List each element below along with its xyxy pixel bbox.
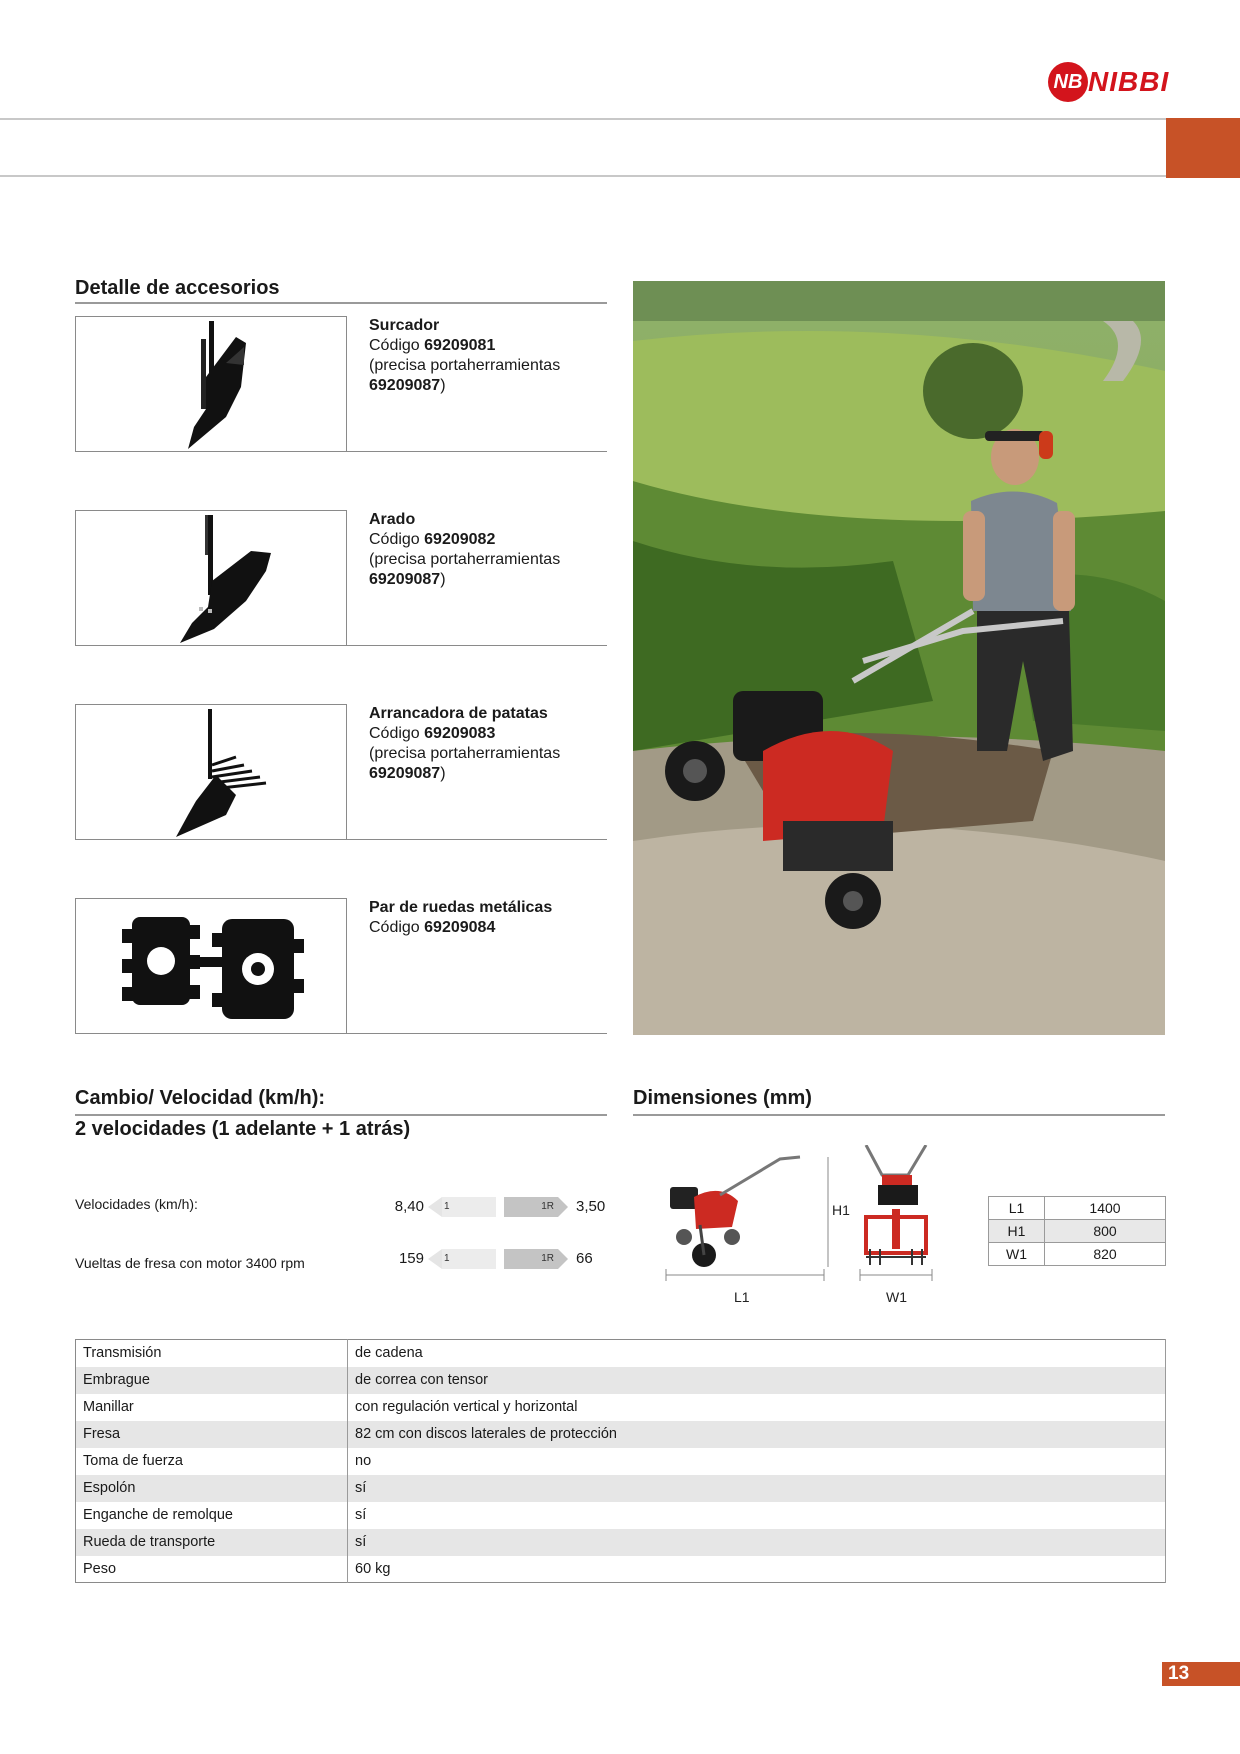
side-view-tiller-icon [670,1157,800,1267]
dimension-value: 1400 [1045,1197,1166,1220]
accessory-divider [347,839,607,840]
dimension-value: 820 [1045,1243,1166,1266]
accessory-item-ruedas [75,898,607,1034]
spec-key: Manillar [76,1394,348,1421]
header-divider-bottom [0,175,1166,177]
accessory-image-frame [75,316,347,452]
product-photo [633,281,1165,1035]
accessory-divider [347,1033,607,1034]
table-row [76,1475,1166,1502]
spec-value: sí [348,1529,1166,1556]
accessory-note-text: (precisa portaherramientas [369,357,561,374]
spec-key: Peso [76,1556,348,1583]
gearbox-title: Cambio/ Velocidad (km/h): [75,1087,326,1109]
accessories-title: Detalle de accesorios [75,277,280,299]
dimension-value: 800 [1045,1220,1166,1243]
reverse-gear-label: 1R [504,1197,558,1217]
gearbox-title-rule [75,1114,607,1116]
rotor-row-label: Vueltas de fresa con motor 3400 rpm [75,1255,305,1271]
reverse-arrow-icon [558,1197,568,1217]
page-number: 13 [1162,1662,1240,1686]
accessory-name: Par de ruedas metálicas [369,899,553,916]
forward-arrow-icon [428,1197,442,1217]
spec-key: Rueda de transporte [76,1529,348,1556]
code-label: Código [369,725,420,742]
accessory-image-frame [75,898,347,1034]
potato-digger-icon [76,705,346,839]
spec-value: sí [348,1475,1166,1502]
table-row [989,1243,1166,1266]
brand-logo [1048,60,1170,104]
specifications-table [75,1339,1166,1583]
forward-gear-label: 1 [442,1197,496,1217]
table-row [989,1220,1166,1243]
spec-value: de cadena [348,1340,1166,1367]
metal-wheels-icon [76,899,346,1033]
dimension-key: L1 [989,1197,1045,1220]
code-label: Código [369,531,420,548]
accessory-divider [347,645,607,646]
spec-value: 82 cm con discos laterales de protección [348,1421,1166,1448]
accessory-note-text: (precisa portaherramientas [369,551,561,568]
accessories-title-rule [75,302,607,304]
forward-arrow-icon [428,1249,442,1269]
accessory-code: 69209084 [424,919,496,936]
h1-label: H1 [832,1202,850,1218]
w1-label: W1 [886,1289,907,1305]
table-row [76,1394,1166,1421]
dimension-key: W1 [989,1243,1045,1266]
spec-value: con regulación vertical y horizontal [348,1394,1166,1421]
spec-value: de correa con tensor [348,1367,1166,1394]
header-divider-top [0,118,1240,120]
spec-key: Toma de fuerza [76,1448,348,1475]
accessory-note-code: 69209087 [369,571,441,588]
tiller-in-field-photo [633,281,1165,1035]
header-accent-tab [1166,118,1240,178]
front-view-tiller-icon [866,1145,926,1265]
spec-key: Transmisión [76,1340,348,1367]
forward-gear-label: 1 [442,1249,496,1269]
accessory-code: 69209083 [424,725,496,742]
forward-speed-value: 8,40 [394,1198,424,1215]
accessory-image-frame [75,704,347,840]
accessory-note-text: (precisa portaherramientas [369,745,561,762]
rotor-gauge [378,1248,608,1270]
accessory-code: 69209081 [424,337,496,354]
spec-key: Enganche de remolque [76,1502,348,1529]
spec-value: 60 kg [348,1556,1166,1583]
reverse-rotor-value: 66 [576,1250,593,1267]
accessory-note-code: 69209087 [369,377,441,394]
accessory-code: 69209082 [424,531,496,548]
spec-key: Embrague [76,1367,348,1394]
forward-rotor-value: 159 [398,1250,424,1267]
dimensions-title: Dimensiones (mm) [633,1087,812,1109]
accessory-description [369,316,607,396]
table-row [76,1502,1166,1529]
accessory-description [369,510,607,590]
accessory-note-close: ) [440,765,446,782]
table-row [989,1197,1166,1220]
table-row [76,1340,1166,1367]
table-row [76,1448,1166,1475]
speed-gauge [378,1196,608,1218]
gearbox-subtitle: 2 velocidades (1 adelante + 1 atrás) [75,1118,411,1140]
accessory-item-arado [75,510,607,646]
accessory-name: Arrancadora de patatas [369,705,548,722]
furrower-icon [76,317,346,451]
table-row [76,1421,1166,1448]
logo-mark: NB [1048,62,1088,102]
accessory-description [369,704,607,784]
table-row [76,1556,1166,1583]
accessory-name: Arado [369,511,416,528]
table-row [76,1529,1166,1556]
accessory-note-code: 69209087 [369,765,441,782]
dimensions-table [988,1196,1166,1266]
accessory-item-surcador [75,316,607,452]
accessory-name: Surcador [369,317,440,334]
dimensions-diagram [660,1145,950,1305]
accessory-note-close: ) [440,377,446,394]
accessory-image-frame [75,510,347,646]
logo-text: NIBBI [1088,66,1170,97]
reverse-gear-label: 1R [504,1249,558,1269]
dimensions-title-rule [633,1114,1165,1116]
code-label: Código [369,919,420,936]
accessory-divider [347,451,607,452]
plow-icon [76,511,346,645]
spec-value: sí [348,1502,1166,1529]
reverse-arrow-icon [558,1249,568,1269]
reverse-speed-value: 3,50 [576,1198,606,1215]
accessory-note-close: ) [440,571,446,588]
accessory-description [369,898,607,938]
spec-key: Espolón [76,1475,348,1502]
accessory-item-arrancadora [75,704,607,840]
spec-value: no [348,1448,1166,1475]
code-label: Código [369,337,420,354]
dimension-key: H1 [989,1220,1045,1243]
table-row [76,1367,1166,1394]
l1-label: L1 [734,1289,750,1305]
speed-row-label: Velocidades (km/h): [75,1196,198,1212]
spec-key: Fresa [76,1421,348,1448]
